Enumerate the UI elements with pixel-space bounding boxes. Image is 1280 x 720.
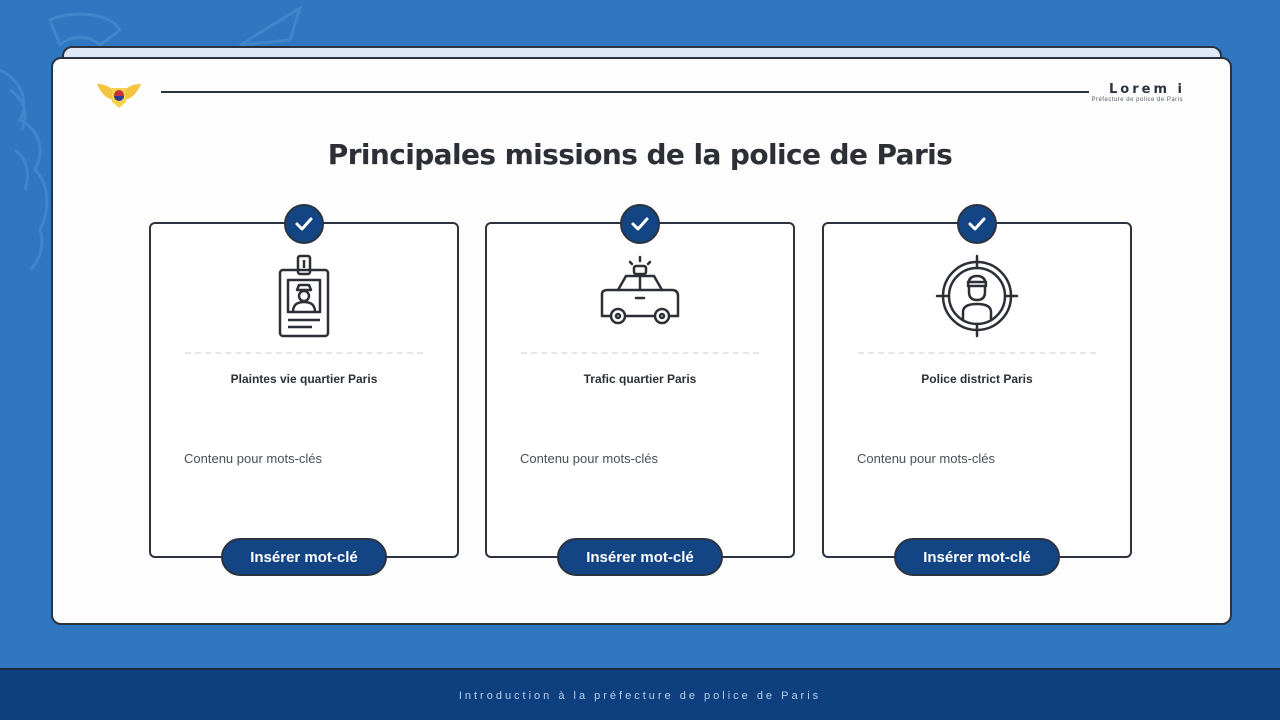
police-badge-icon bbox=[262, 254, 346, 338]
mission-title: Plaintes vie quartier Paris bbox=[230, 372, 378, 386]
mission-card-traffic bbox=[485, 222, 795, 566]
police-emblem-logo bbox=[96, 78, 142, 110]
mission-title: Trafic quartier Paris bbox=[583, 372, 697, 386]
dashed-divider bbox=[858, 352, 1096, 354]
target-suspect-icon bbox=[935, 254, 1019, 338]
dashed-divider bbox=[185, 352, 423, 354]
mission-card-district bbox=[822, 222, 1132, 566]
dashed-divider bbox=[521, 352, 759, 354]
page-title: Principales missions de la police de Paris bbox=[327, 138, 953, 171]
header-divider-line bbox=[161, 91, 1089, 93]
mission-description: Contenu pour mots-clés bbox=[184, 451, 323, 466]
check-icon bbox=[957, 204, 997, 244]
insert-keyword-button[interactable]: Insérer mot-clé bbox=[221, 538, 387, 576]
check-icon bbox=[620, 204, 660, 244]
brand-subtitle: Préfecture de police de Paris bbox=[1091, 97, 1183, 103]
police-car-icon bbox=[598, 254, 682, 338]
footer-text: Introduction à la préfecture de police de Paris bbox=[458, 690, 822, 702]
insert-keyword-button[interactable]: Insérer mot-clé bbox=[557, 538, 723, 576]
mission-card-complaints bbox=[149, 222, 459, 566]
mission-description: Contenu pour mots-clés bbox=[520, 451, 659, 466]
mission-description: Contenu pour mots-clés bbox=[857, 451, 996, 466]
check-icon bbox=[284, 204, 324, 244]
brand-name: Lorem i bbox=[1109, 82, 1185, 97]
insert-keyword-button[interactable]: Insérer mot-clé bbox=[894, 538, 1060, 576]
footer-bar bbox=[0, 668, 1280, 720]
mission-title: Police district Paris bbox=[921, 372, 1033, 386]
